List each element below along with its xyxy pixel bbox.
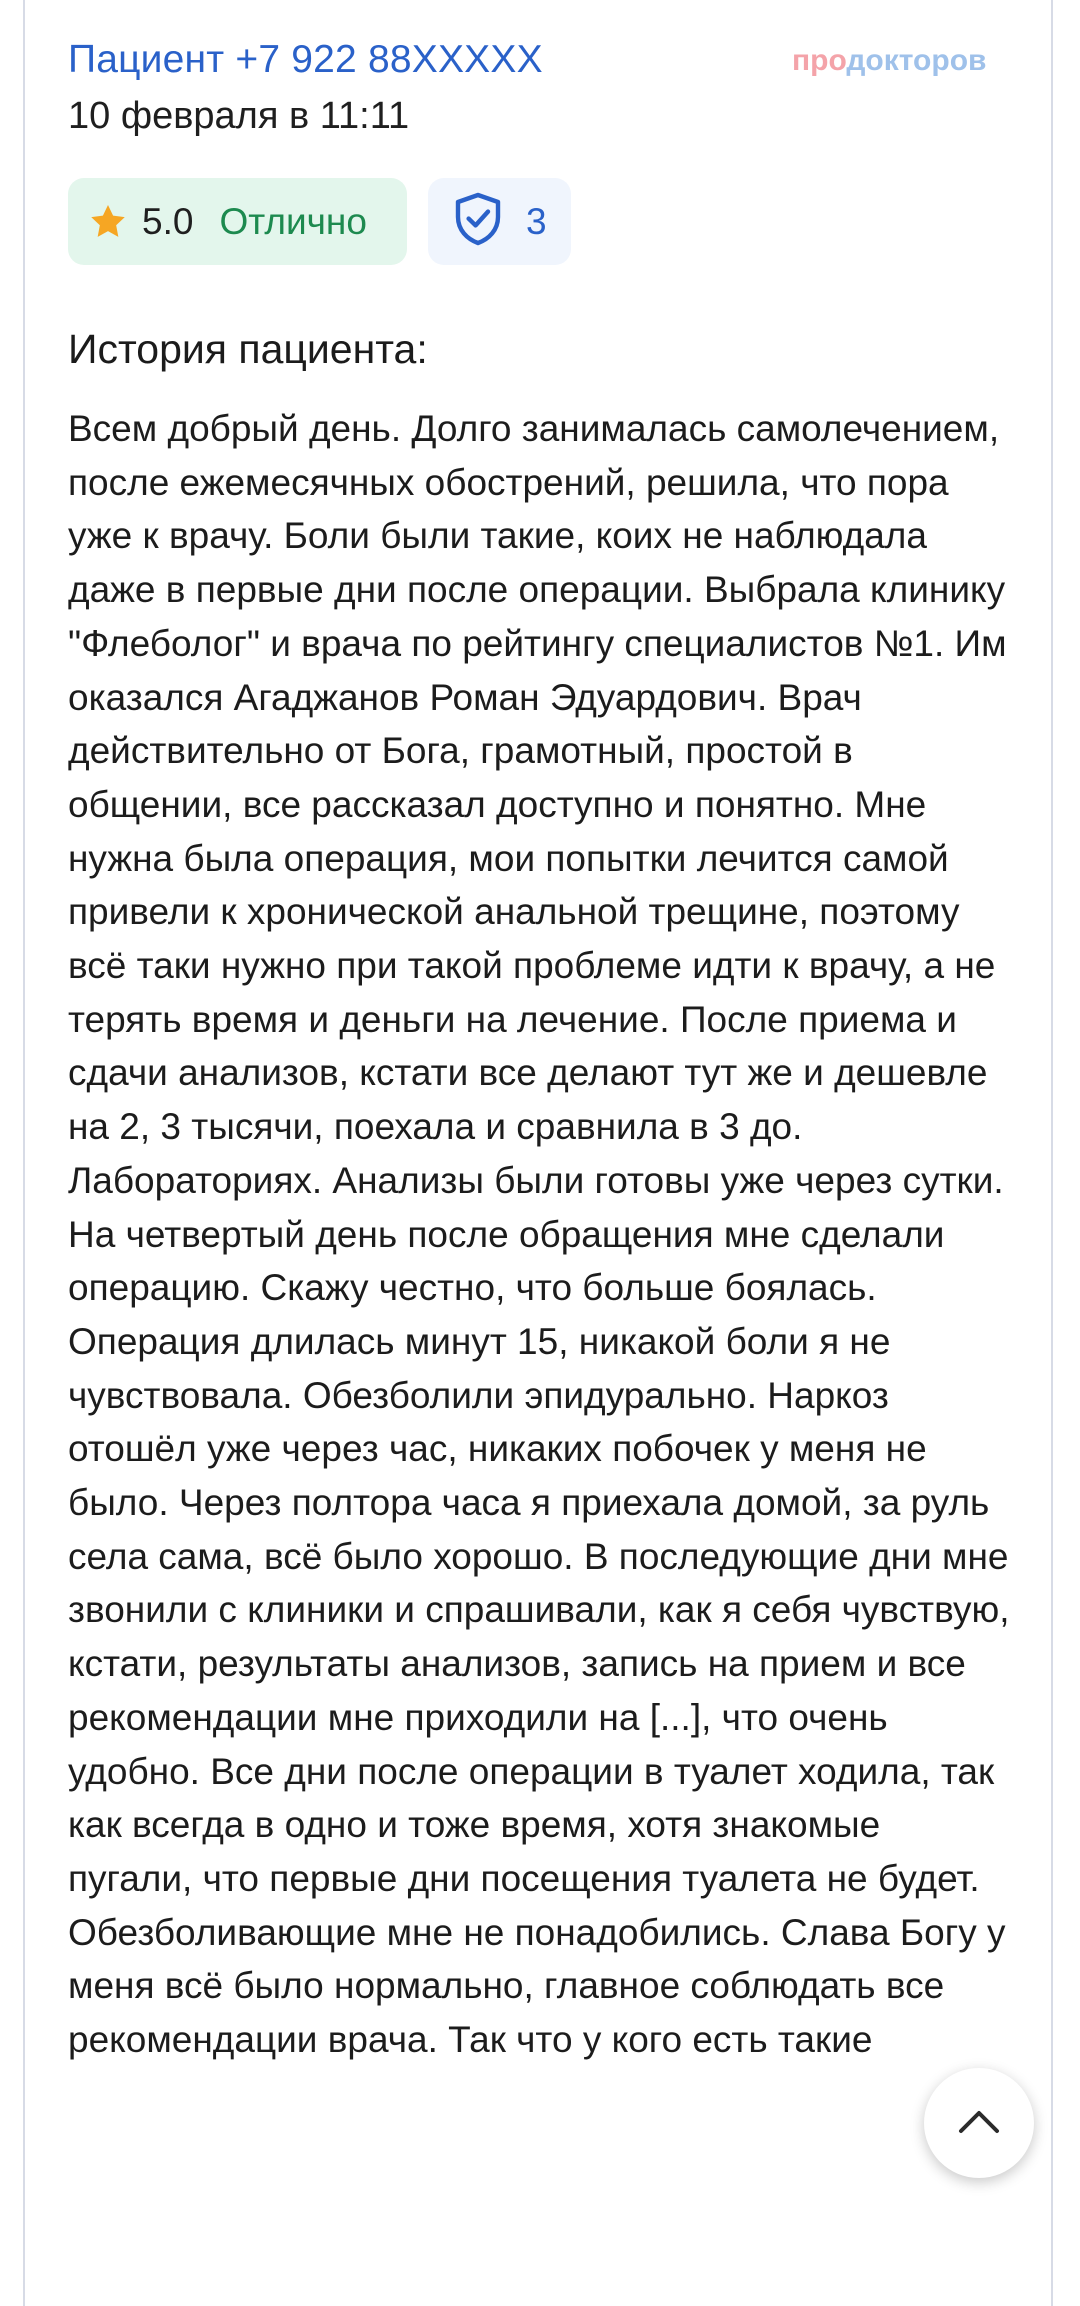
verified-count: 3	[526, 200, 547, 242]
rating-value: 5.0	[142, 200, 194, 242]
rating-badge[interactable]	[68, 178, 407, 265]
shield-check-icon	[452, 191, 504, 252]
rating-word: Отлично	[219, 200, 367, 242]
scroll-to-top-button[interactable]	[924, 2068, 1034, 2178]
brand-part-doc: докторов	[846, 44, 987, 77]
brand-part-pro: про	[792, 44, 847, 77]
review-date: 10 февраля в 11:11	[68, 95, 410, 137]
review-story-text: Всем добрый день. Долго занималась самолечением, после ежемесячных обострений, решила, что пора уже к врачу. Боли были такие, коих не наблюдала даже в первые дни после операции. Выбрала клинику "Флеболог" и врача по рейтингу специалистов №1. Им оказался Агаджанов Роман Эдуардович. Врач действительно от Бога, грамотный, простой в общении, все рассказал доступно и понятно. Мне нужна была операция, мои попытки лечится самой привели к хронической анальной трещине, поэтому всё таки нужно при такой проблеме идти к врачу, а не терять время и деньги на лечение. После приема и сдачи анализов, кстати все делают тут же и дешевле на 2, 3 тысячи, поехала и сравнила в 3 до. Лабораториях. Анализы были готовы уже через сутки. На четвертый день после обращения мне сделали операцию. Скажу честно, что больше боялась. Операция длилась минут 15, никакой боли я не чувствовала. Обезболили эпидурально. Наркоз отошёл уже через час, никаких побочек у меня не было. Через полтора часа я приехала домой, за руль села сама, всё было хорошо. В последующие дни мне звонили с клиники и спрашивали, как я себя чувствую, кстати, результаты анализов, запись на прием и все рекомендации мне приходили на [...], что очень удобно. Все дни после операции в туалет ходила, так как всегда в одно и тоже время, хотя знакомые пугали, что первые дни посещения туалета не будет. Обезболивающие мне не понадобились. Слава Богу у меня всё было нормально, главное соблюдать все рекомендации врача. Так что у кого есть такие	[68, 408, 1010, 2061]
section-title: История пациента:	[68, 326, 428, 372]
prodoctorov-logo[interactable]	[792, 44, 986, 78]
star-icon	[88, 202, 128, 242]
chevron-up-icon	[957, 2107, 1001, 2140]
review-author[interactable]: Пациент +7 922 88XXXXX	[68, 38, 543, 81]
verified-badge[interactable]	[428, 178, 571, 265]
